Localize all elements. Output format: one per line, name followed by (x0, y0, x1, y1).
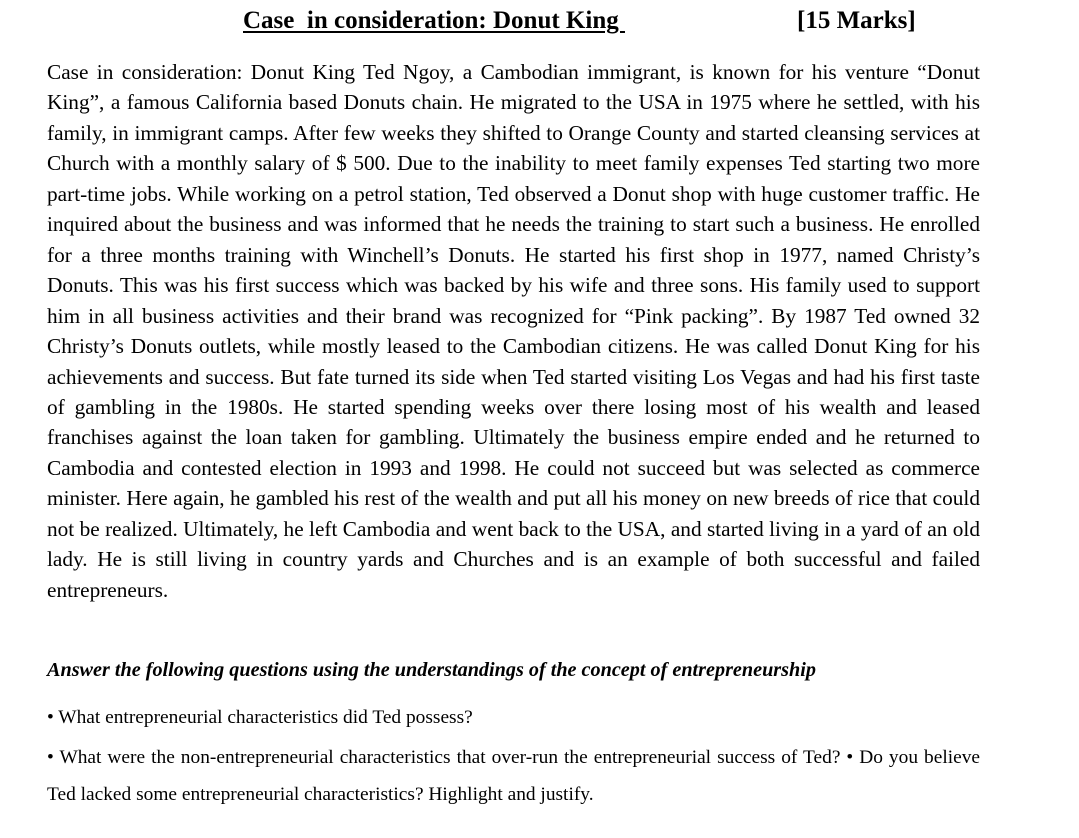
instruction-text: Answer the following questions using the understandings of the concept of entrepreneurship (47, 659, 816, 681)
case-paragraph: Case in consideration: Donut King Ted Ngoy, a Cambodian immigrant, is known for his venture “Donut King”, a famous California based Donuts chain. He migrated to the USA in 1975 where he settled, with his family, in immigrant camps. After few weeks they shifted to Orange County and started cleansing services at Church with a monthly salary of $ 500. Due to the inability to meet family expenses Ted starting two more part-time jobs. While working on a petrol station, Ted observed a Donut shop with huge customer traffic. He inquired about the business and was informed that he needs the training to start such a business. He enrolled for a three months training with Winchell’s Donuts. He started his first shop in 1977, named Christy’s Donuts. This was his first success which was backed by his wife and three sons. His family used to support him in all business activities and their brand was recognized for “Pink packing”. By 1987 Ted owned 32 Christy’s Donuts outlets, while mostly leased to the Cambodian citizens. He was called Donut King for his achievements and success. But fate turned its side when Ted started visiting Los Vegas and had his first taste of gambling in the 1980s. He started spending weeks over there losing most of his wealth and leased franchises against the loan taken for gambling. Ultimately the business empire ended and he returned to Cambodia and contested election in 1993 and 1998. He could not succeed but was selected as commerce minister. Here again, he gambled his rest of the wealth and put all his money on new breeds of rice that could not be realized. Ultimately, he left Cambodia and went back to the USA, and started living in a yard of an old lady. He is still living in country yards and Churches and is an example of both successful and failed entrepreneurs. (47, 60, 980, 602)
marks-label: [15 Marks] (797, 7, 916, 34)
question-item: • What were the non-entrepreneurial characteristics that over-run the entrepreneurial success of Ted? • Do you believe Ted lacked some entrepreneurial characteristics? Highlight and justify. (47, 747, 980, 805)
header (0, 4, 1079, 38)
question-item: • What entrepreneurial characteristics did Ted possess? (47, 707, 473, 728)
page-title: Case in consideration: Donut King (243, 7, 625, 34)
